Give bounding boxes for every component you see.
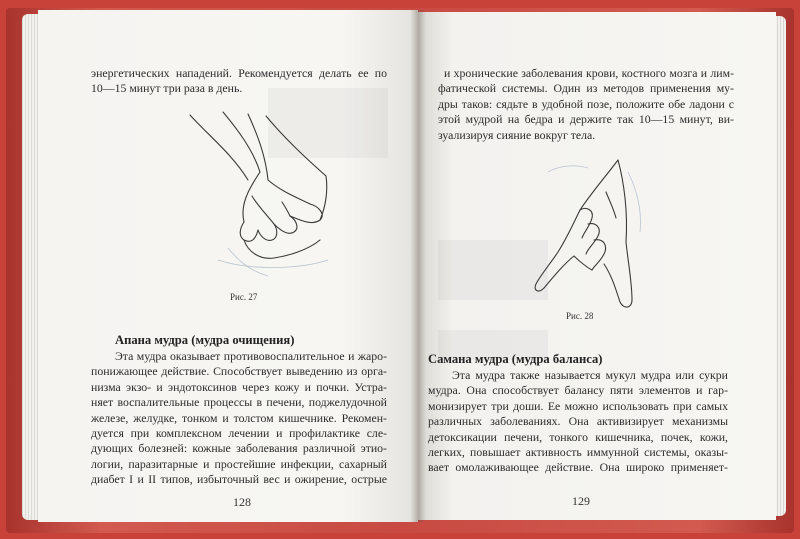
text-line: Эта мудра оказывает противовоспалительное и жаро-: [115, 349, 387, 363]
right-top-text: [438, 66, 734, 143]
left-body-text: [91, 349, 387, 488]
text-line: Эта мудра также называется мукул мудра или сукри: [452, 368, 728, 382]
section-title: Самана мудра (мудра баланса): [428, 352, 603, 366]
page-number: 129: [572, 494, 590, 508]
text-line: и хронические заболевания крови, костного мозга и лим-: [444, 66, 734, 80]
text-line: 10—15 минут три раза в день.: [91, 81, 243, 96]
text-line: логии, паразитарные и простейшие инфекции, сахарный: [91, 456, 387, 471]
text-line: вает омолаживающее действие. Она широко применяет-: [428, 460, 728, 475]
right-page: [418, 12, 776, 520]
text-line: понижающее действие. Способствует выведению из орга-: [91, 364, 387, 379]
page-number: 128: [233, 495, 251, 509]
text-line: детоксикации печени, тонкого кишечника, почек, кожи,: [428, 429, 728, 444]
hand-mudra-illustration-27: [178, 110, 348, 280]
figure-caption: Рис. 28: [566, 311, 594, 321]
text-line: различных заболеваниях. Она активизирует механизмы: [428, 414, 728, 429]
hand-mudra-illustration-28: [528, 152, 648, 322]
text-line: дуется при комплексном лечении и профилактике сле-: [91, 426, 387, 441]
right-body-text: [428, 368, 728, 476]
text-line: энергетических нападений. Рекомендуется делать ее по: [91, 66, 387, 80]
text-line: диабет I и II типов, избыточный вес и ожирение, острые: [91, 472, 387, 487]
text-line: монизирует три доши. Ее можно использовать при самых: [428, 398, 728, 413]
text-line: железе, желудке, тонком и толстом кишечнике. Рекомен-: [91, 410, 387, 425]
text-line: легких, повышает активность иммунной системы, оказы-: [428, 445, 728, 460]
text-line: мудра. Она способствует балансу пяти элементов и гар-: [428, 383, 728, 398]
left-page: [38, 10, 418, 522]
text-line: низма экзо- и эндотоксинов через кожу и почки. Устра-: [91, 379, 387, 394]
text-line: этой мудрой на бедра и держите так 10—15 минут, ви-: [438, 112, 734, 127]
section-title: Апана мудра (мудра очищения): [115, 333, 295, 347]
text-line: зуализируя сияние вокруг тела.: [438, 127, 596, 142]
text-line: няет воспалительные процессы в печени, поджелудочной: [91, 395, 387, 410]
figure-caption: Рис. 27: [230, 292, 258, 302]
left-top-text: [91, 66, 387, 97]
text-line: фатической системы. Один из методов применения му-: [438, 81, 734, 96]
text-line: дры таков: сядьте в удобной позе, положите обе ладони с: [438, 96, 734, 111]
book-gutter: [410, 10, 426, 522]
text-line: дующих болезней: кожные заболевания различной этио-: [91, 441, 387, 456]
